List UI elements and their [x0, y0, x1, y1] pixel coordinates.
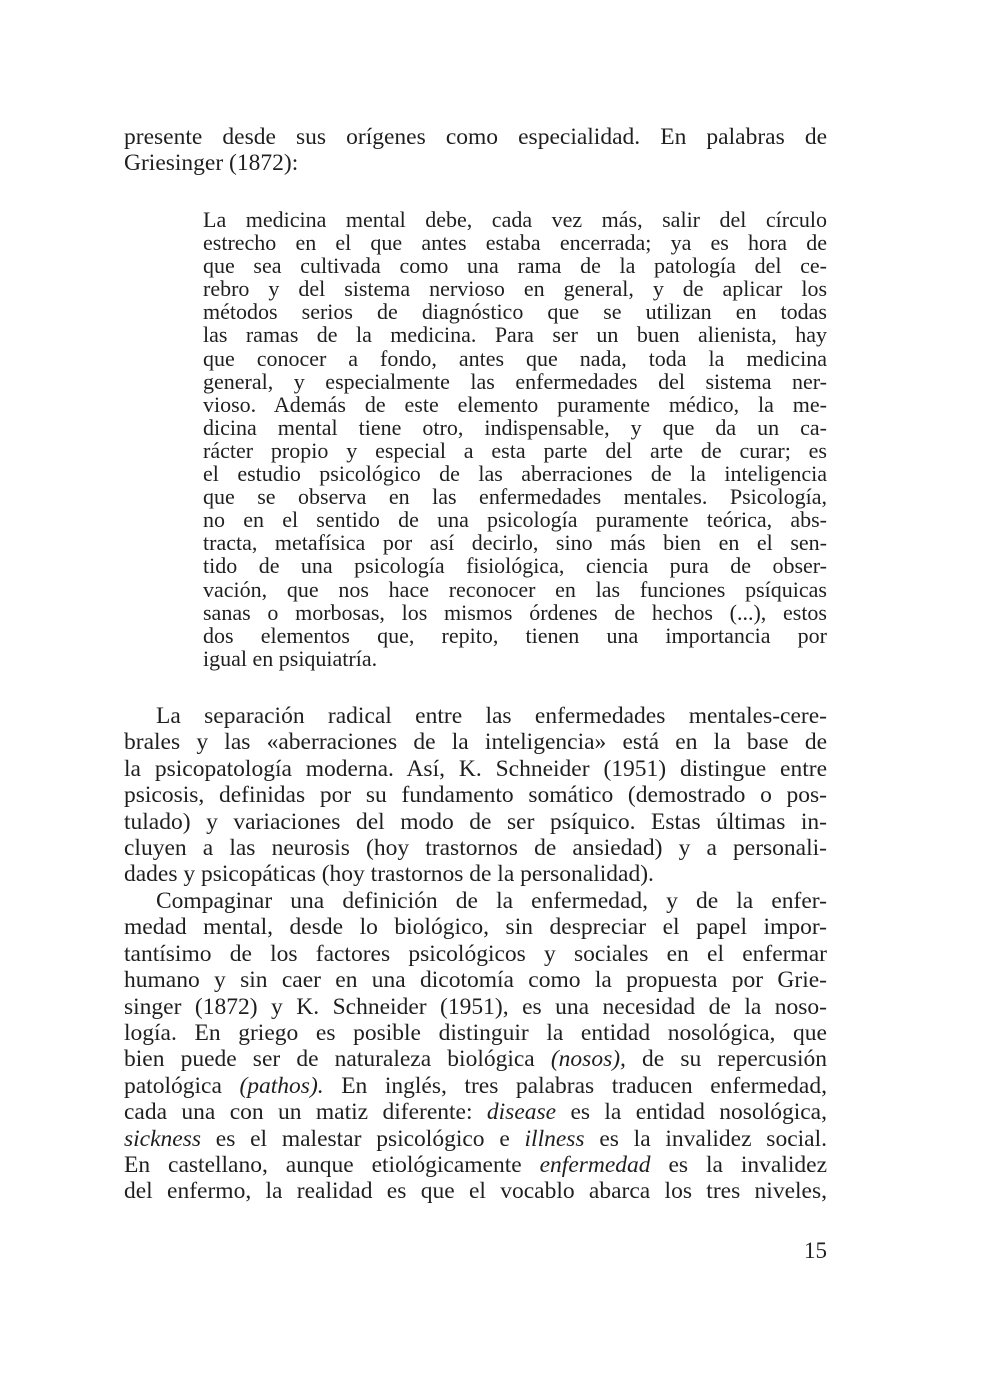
italic-term: (nosos),	[550, 1046, 626, 1073]
quote-line: La medicina mental debe, cada vez más, salir del círculo	[203, 207, 827, 232]
text-line	[124, 1099, 827, 1125]
text-line: brales y las «aberraciones de la inteligencia» está en la base de	[124, 729, 827, 756]
text-segment: En inglés, tres palabras traducen enfermedad,	[323, 1072, 827, 1099]
text-line: singer (1872) y K. Schneider (1951), es una necesidad de la noso-	[124, 993, 827, 1020]
text-line: Griesinger (1872):	[124, 150, 299, 177]
quote-line: igual en psiquiatría.	[203, 645, 378, 671]
quote-line: que conocer a fondo, antes que nada, toda la medicina	[203, 345, 827, 371]
quote-line: no en el sentido de una psicología puramente teórica, abs-	[203, 507, 827, 533]
text-segment: patológica	[124, 1072, 240, 1099]
text-line	[124, 1152, 827, 1178]
quote-line: el estudio psicológico de las aberraciones de la inteligencia	[203, 461, 827, 487]
block-quote	[203, 208, 827, 670]
text-line: humano y sin caer en una dicotomía como la propuesta por Grie-	[124, 967, 827, 994]
text-line: medad mental, desde lo biológico, sin despreciar el papel impor-	[124, 914, 827, 941]
quote-line: rebro y del sistema nervioso en general, y de aplicar los	[203, 276, 827, 302]
quote-line: tido de una psicología fisiológica, ciencia pura de obser-	[203, 553, 827, 579]
text-line: presente desde sus orígenes como especialidad. En palabras de	[124, 124, 827, 150]
italic-term: illness	[524, 1125, 585, 1152]
quote-line: dicina mental tiene otro, indispensable, y que da un ca-	[203, 414, 827, 440]
quote-line: métodos serios de diagnóstico que se utilizan en todas	[203, 299, 827, 325]
text-segment: es la invalidez	[650, 1152, 828, 1179]
text-segment: En castellano, aunque etiológicamente	[124, 1152, 540, 1179]
quote-line: vación, que nos hace reconocer en las funciones psíquicas	[203, 576, 827, 602]
text-line: cluyen a las neurosis (hoy trastornos de ansiedad) y a personali-	[124, 835, 827, 862]
text-line: del enfermo, la realidad es que el vocablo abarca los tres niveles,	[124, 1178, 827, 1205]
paragraph-compaginar	[124, 888, 827, 1205]
quote-line: general, y especialmente las enfermedades del sistema ner-	[203, 368, 827, 394]
text-line: La separación radical entre las enfermedades mentales-cere-	[156, 703, 827, 729]
text-line: tulado) y variaciones del modo de ser psíquico. Estas últimas in-	[124, 808, 827, 835]
text-line: psicosis, definidas por su fundamento somático (demostrado o pos-	[124, 782, 827, 809]
quote-line: vioso. Además de este elemento puramente médico, la me-	[203, 391, 827, 417]
text-line: Compaginar una definición de la enfermedad, y de la enfer-	[156, 888, 827, 914]
text-line	[124, 1073, 827, 1099]
text-line	[124, 1046, 827, 1072]
quote-line: sanas o morbosas, los mismos órdenes de hechos (...), estos	[203, 599, 827, 625]
quote-line: las ramas de la medicina. Para ser un buen alienista, hay	[203, 322, 827, 348]
italic-term: sickness	[124, 1125, 202, 1152]
text-line: dades y psicopáticas (hoy trastornos de la personalidad).	[124, 861, 654, 888]
text-line	[124, 1126, 827, 1152]
quote-line: tracta, metafísica por así decirlo, sino más bien en el sen-	[203, 530, 827, 556]
text-line: tantísimo de los factores psicológicos y sociales en el enfermar	[124, 940, 827, 967]
text-segment: bien puede ser de naturaleza biológica	[124, 1046, 551, 1073]
text-line: logía. En griego es posible distinguir la entidad nosológica, que	[124, 1020, 827, 1047]
text-line: la psicopatología moderna. Así, K. Schneider (1951) distingue entre	[124, 755, 827, 782]
intro-paragraph	[124, 124, 827, 177]
italic-term: disease	[486, 1099, 557, 1126]
text-segment: es la invalidez social.	[584, 1125, 827, 1152]
quote-line: que sea cultivada como una rama de la patología del ce-	[203, 253, 827, 279]
italic-term: (pathos).	[239, 1072, 324, 1099]
page-number: 15	[804, 1238, 827, 1263]
italic-term: enfermedad	[539, 1152, 651, 1179]
quote-line: rácter propio y especial a esta parte del arte de curar; es	[203, 437, 827, 463]
text-segment: es la entidad nosológica,	[556, 1099, 827, 1126]
quote-line: dos elementos que, repito, tienen una importancia por	[203, 622, 827, 648]
paragraph-separation	[124, 703, 827, 888]
text-segment: de su repercusión	[625, 1046, 827, 1073]
quote-line: estrecho en el que antes estaba encerrada; ya es hora de	[203, 230, 827, 256]
text-segment: es el malestar psicológico e	[201, 1125, 525, 1152]
text-segment: cada una con un matiz diferente:	[124, 1099, 487, 1126]
quote-line: que se observa en las enfermedades mentales. Psicología,	[203, 484, 827, 510]
